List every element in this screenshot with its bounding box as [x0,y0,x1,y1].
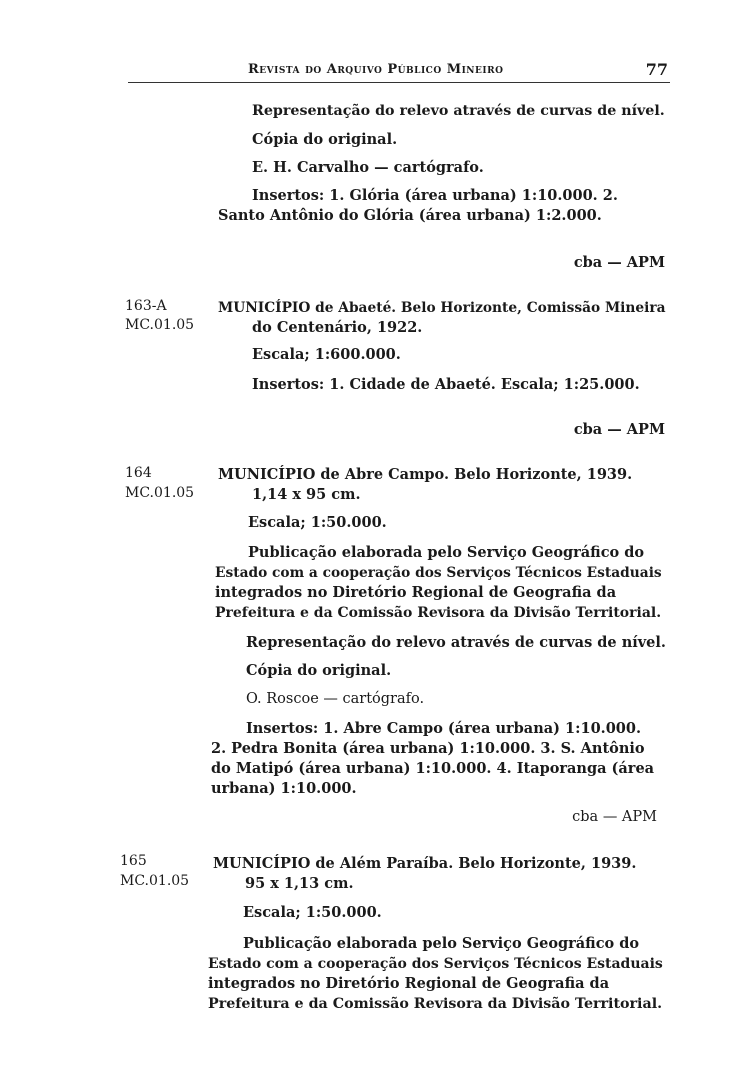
entry-164-number: 164 [125,465,152,481]
entry-164-scale: Escala; 1:50.000. [248,514,387,531]
cont-author-line: E. H. Carvalho — cartógrafo. [252,159,484,176]
entry-165-title: MUNICÍPIO de Além Paraíba. Belo Horizonte, 1939. [213,855,637,872]
entry-164-inserts-line-3: do Matipó (área urbana) 1:10.000. 4. Itaporanga (área [211,760,655,777]
entry-164-inserts-line-2: 2. Pedra Bonita (área urbana) 1:10.000. 3. S. Antônio [211,740,645,757]
entry-164-code: MC.01.05 [125,485,195,501]
page-number: 77 [645,60,668,79]
entry-163a-signature: cba — APM [573,421,665,438]
entry-163a-inserts: Insertos: 1. Cidade de Abaeté. Escala; 1:25.000. [252,376,640,393]
entry-165-code: MC.01.05 [120,873,190,889]
cont-signature: cba — APM [573,254,665,271]
entry-165-publication-line-1: Publicação elaborada pelo Serviço Geográfico do [243,935,640,952]
cont-copy-line: Cópia do original. [252,131,398,148]
entry-163a-title-2: do Centenário, 1922. [252,319,423,336]
entry-164-title: MUNICÍPIO de Abre Campo. Belo Horizonte, 1939. [218,466,633,483]
entry-164-signature: cba — APM [572,809,657,825]
entry-165-number: 165 [120,853,147,869]
entry-163a-scale: Escala; 1:600.000. [252,346,401,363]
entry-164-publication-line-3: integrados no Diretório Regional de Geografia da [215,584,617,601]
entry-164-publication-line-2: Estado com a cooperação dos Serviços Técnicos Estaduais [215,565,662,581]
cont-inserts-line-2: Santo Antônio do Glória (área urbana) 1:2.000. [218,207,602,224]
entry-163a-code: MC.01.05 [125,317,195,333]
entry-164-title-2: 1,14 x 95 cm. [252,486,361,503]
entry-165-publication-line-3: integrados no Diretório Regional de Geografia da [208,975,610,992]
cont-relief-line: Representação do relevo através de curvas de nível. [252,103,665,119]
entry-164-copy: Cópia do original. [246,662,392,679]
page-header [128,62,670,83]
entry-165-title-2: 95 x 1,13 cm. [245,875,354,892]
entry-164-inserts-line-4: urbana) 1:10.000. [211,780,357,797]
entry-164-publication-line-4: Prefeitura e da Comissão Revisora da Divisão Territorial. [215,605,662,621]
entry-165-publication-line-4: Prefeitura e da Comissão Revisora da Divisão Territorial. [208,996,663,1012]
entry-163a-number: 163-A [125,298,167,314]
entry-165-publication-line-2: Estado com a cooperação dos Serviços Técnicos Estaduais [208,956,663,972]
entry-165-scale: Escala; 1:50.000. [243,904,382,921]
entry-164-publication-line-1: Publicação elaborada pelo Serviço Geográfico do [248,544,645,561]
cont-inserts-line: Insertos: 1. Glória (área urbana) 1:10.000. 2. [252,187,618,204]
entry-163a-title: MUNICÍPIO de Abaeté. Belo Horizonte, Comissão Mineira [218,300,666,316]
running-title: Revista do Arquivo Público Mineiro [248,62,504,77]
entry-164-relief: Representação do relevo através de curvas de nível. [246,634,666,651]
entry-164-inserts-line-1: Insertos: 1. Abre Campo (área urbana) 1:10.000. [246,720,642,737]
entry-164-author: O. Roscoe — cartógrafo. [246,691,425,707]
